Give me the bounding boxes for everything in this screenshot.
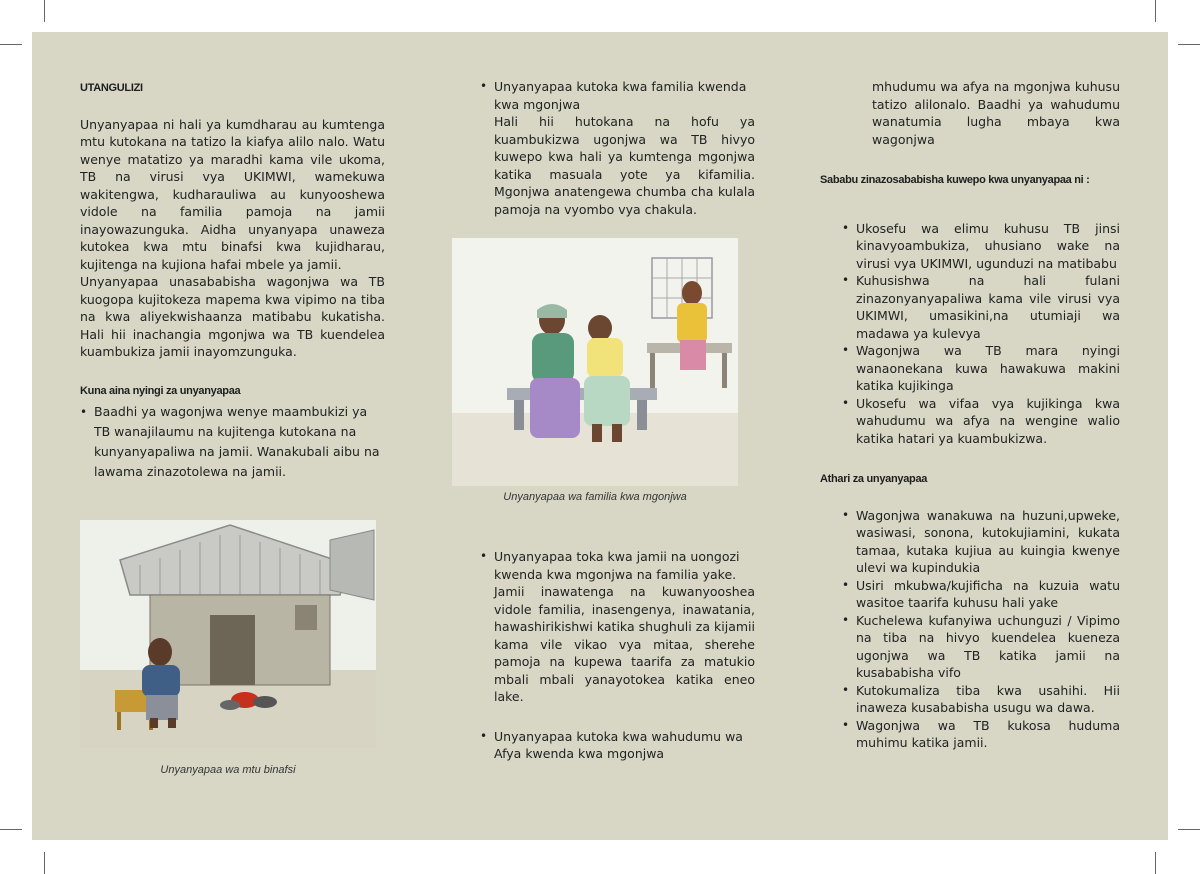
crop-mark (44, 852, 45, 874)
list-item (842, 272, 1120, 342)
list-item (480, 728, 755, 763)
crop-mark (1178, 829, 1200, 830)
list-item (80, 402, 385, 482)
list-item (842, 682, 1120, 717)
list-item (480, 78, 755, 218)
bullet-icon: • (480, 549, 488, 563)
bullet-icon: • (842, 577, 850, 592)
column-2 (480, 78, 755, 218)
crop-mark (1155, 0, 1156, 22)
list-item-text: Kuhusishwa na hali fulani zinazonyanyapaliwa kama vile virusi vya UKIMWI, umasikini,na utumiaji wa madawa ya kulevya (856, 273, 1120, 341)
family-stigma-list (480, 78, 755, 218)
list-item-text: Wagonjwa wa TB kukosa huduma muhimu katika jamii. (856, 717, 1120, 750)
crop-mark (1178, 44, 1200, 45)
crop-mark (1155, 852, 1156, 874)
list-item-text: Unyanyapaa kutoka kwa wahudumu wa Afya kwenda kwa mgonjwa (494, 728, 743, 761)
list-item-text: Kutokumaliza tiba kwa usahihi. Hii inaweza kusababisha usugu wa dawa. (856, 682, 1120, 715)
effects-list (820, 507, 1120, 752)
list-item-title: Unyanyapaa toka kwa jamii na uongozi kwenda kwa mgonjwa na familia yake. (494, 549, 740, 582)
causes-list (820, 220, 1120, 448)
list-item (842, 342, 1120, 395)
list-item (842, 612, 1120, 682)
bullet-icon: • (842, 612, 850, 627)
causes-heading: Sababu zinazosababisha kuwepo kwa unyanyapaa ni : (820, 174, 1090, 186)
list-item-text: Wagonjwa wa TB mara nyingi wanaonekana kuwa hawakuwa makini katika kujikinga (856, 343, 1120, 393)
list-item-text: Usiri mkubwa/kujificha na kuzuia watu wasitoe taarifa kuhusu hali yake (856, 577, 1120, 610)
list-item-text: Kuchelewa kufanyiwa uchunguzi / Vipimo na tiba na hivyo kuendelea kueneza ugonjwa wa TB katika jamii na kusababisha vifo (856, 612, 1120, 680)
list-item (480, 548, 755, 706)
list-item (842, 507, 1120, 577)
illustration-family-stigma (452, 238, 738, 486)
list-item-title: Unyanyapaa kutoka kwa familia kwenda kwa mgonjwa (494, 79, 747, 112)
bullet-icon: • (842, 682, 850, 697)
list-item-text: Baadhi ya wagonjwa wenye maambukizi ya TB wanajilaumu na kujitenga kutokana na kunyanyapaliwa na jamii. Wanakubali aibu na lawama zinazotolewa na jamii. (94, 404, 380, 479)
bullet-icon: • (842, 717, 850, 732)
list-item-body: Hali hii hutokana na hofu ya kuambukizwa ugonjwa wa TB hivyo kuwepo kwa hali ya kumtenga mgonjwa katika masuala yote ya kifamilia. Mgonjwa anatengewa chumba cha kulala pamoja na vyombo vya chakula. (494, 114, 755, 217)
list-item (842, 577, 1120, 612)
bullet-icon: • (842, 395, 850, 410)
list-item (842, 395, 1120, 448)
figure-caption: Unyanyapaa wa familia kwa mgonjwa (503, 491, 687, 503)
column-1 (80, 80, 385, 482)
list-item (842, 717, 1120, 752)
community-stigma-list (480, 548, 755, 763)
crop-mark (44, 0, 45, 22)
list-item (842, 220, 1120, 273)
list-item-text: Ukosefu wa elimu kuhusu TB jinsi kinavyoambukiza, uhusiano wake na virusi vya UKIMWI, ugunduzi na matibabu (856, 220, 1120, 271)
bullet-icon: • (842, 220, 850, 235)
family-illustration (452, 238, 738, 486)
list-item-text: Ukosefu wa vifaa vya kujikinga kwa wahudumu wa afya na wengine walio katika hatari ya kuambukizwa. (856, 395, 1120, 446)
effects-heading: Athari za unyanyapaa (820, 473, 928, 485)
list-item-body: Jamii inawatenga na kuwanyooshea vidole familia, inasengenya, inawatania, hawashirikishwi katika shughuli za kijamii kama vile vikao vya mitaa, sherehe pamoja na kupewa taarifa za matukio mbali mbali yanayotokea katika eneo lake. (494, 584, 755, 704)
bullet-icon: • (480, 728, 488, 743)
figure-caption: Unyanyapaa wa mtu binafsi (160, 764, 296, 776)
intro-paragraph-2: Unyanyapaa unasababisha wagonjwa wa TB kuogopa kujitokeza mapema kwa vipimo na tiba na kwa aliyekwishaanza matibabu kukatisha. Hali hii inachangia mgonjwa wa TB kuendelea kuambukiza jamii inayomzunguka. (80, 274, 385, 359)
continuation-text: mhudumu wa afya na mgonjwa kuhusu tatizo alilonalo. Baadhi ya wahudumu wanatumia lugha mbaya kwa wagonjwa (872, 79, 1120, 147)
column-3 (820, 78, 1120, 752)
types-list (80, 402, 385, 482)
bullet-icon: • (842, 273, 850, 287)
bullet-icon: • (480, 79, 488, 93)
intro-paragraph: Unyanyapaa ni hali ya kumdharau au kumtenga mtu kutokana na tatizo la kiafya alilo nalo. Watu wenye matatizo ya maradhi kama vile ukoma, TB na virusi vya UKIMWI, wamekuwa wakitengwa, kudharauliwa au kunyooshewa vidole na familia pamoja na jamii inayowazunguka. Aidha unyanyapa unaweza kutokea kwa mtu binafsi kwa kujidharau, kujitenga na kujiona hafai mbele ya jamii. (80, 116, 385, 272)
list-item-text: Wagonjwa wanakuwa na huzuni,upweke, wasiwasi, sonona, kutokujiamini, kukata tamaa, kutaka kujiua au kuingia kwenye ulevi wa kupindukia (856, 507, 1120, 575)
bullet-icon: • (80, 405, 88, 419)
bullet-icon: • (842, 343, 850, 357)
illustration-individual-stigma (80, 520, 376, 748)
types-heading: Kuna aina nyingi za unyanyapaa (80, 384, 241, 397)
crop-mark (0, 829, 22, 830)
hut-illustration (80, 520, 376, 748)
column-2-lower (480, 548, 755, 763)
section-title: UTANGULIZI (80, 82, 143, 94)
crop-mark (0, 44, 22, 45)
bullet-icon: • (842, 507, 850, 522)
